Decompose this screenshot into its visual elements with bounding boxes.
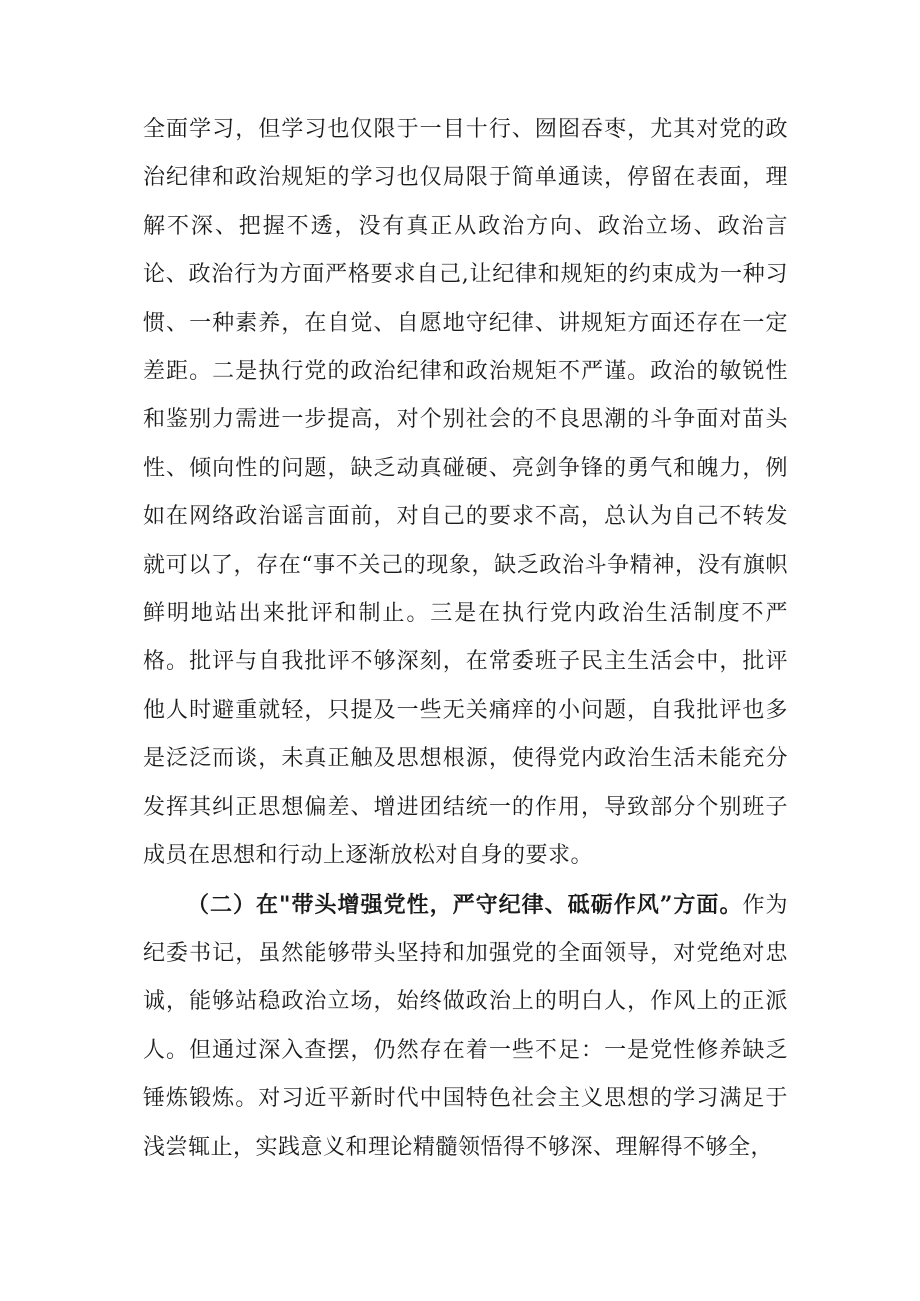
paragraph-continuation: 全面学习，但学习也仅限于一目十行、囫囵吞枣，尤其对党的政治纪律和政治规矩的学习也仅局限于简单通读，停留在表面，理解不深、把握不透，没有真正从政治方向、政治立场、政治言论、政治行为方面严格要求自己,让纪律和规矩的约束成为一种习惯、一种素养，在自觉、自愿地守纪律、讲规矩方面还存在一定差距。二是执行党的政治纪律和政治规矩不严谨。政治的敏锐性和鉴别力需进一步提高，对个别社会的不良思潮的斗争面对苗头性、倾向性的问题，缺乏动真碰硬、亮剑争锋的勇气和魄力，例如在网络政治谣言面前，对自己的要求不高，总认为自己不转发就可以了，存在“事不关己的现象，缺乏政治斗争精神，没有旗帜鲜明地站出来批评和制止。三是在执行党内政治生活制度不严格。批评与自我批评不够深刻，在常委班子民主生活会中，批评他人时避重就轻，只提及一些无关痛痒的小问题，自我批评也多是泛泛而谈，未真正触及思想根源，使得党内政治生活未能充分发挥其纠正思想偏差、增进团结统一的作用，导致部分个别班子成员在思想和行动上逐渐放松对自身的要求。 <box>143 117 788 869</box>
document-body <box>143 106 788 1172</box>
section-body-text: 作为纪委书记，虽然能够带头坚持和加强党的全面领导，对党绝对忠诚，能够站稳政治立场，始终做政治上的明白人，作风上的正派人。但通过深入查摆，仍然存在着一些不足：一是党性修养缺乏锤炼锻炼。对习近平新时代中国特色社会主义思想的学习满足于浅尝辄止，实践意义和理论精髓领悟得不够深、理解得不够全， <box>143 892 788 1160</box>
paragraph-section-two <box>143 881 788 1172</box>
section-heading: （二）在"带头增强党性，严守纪律、砥砺作风”方面。 <box>187 891 743 918</box>
